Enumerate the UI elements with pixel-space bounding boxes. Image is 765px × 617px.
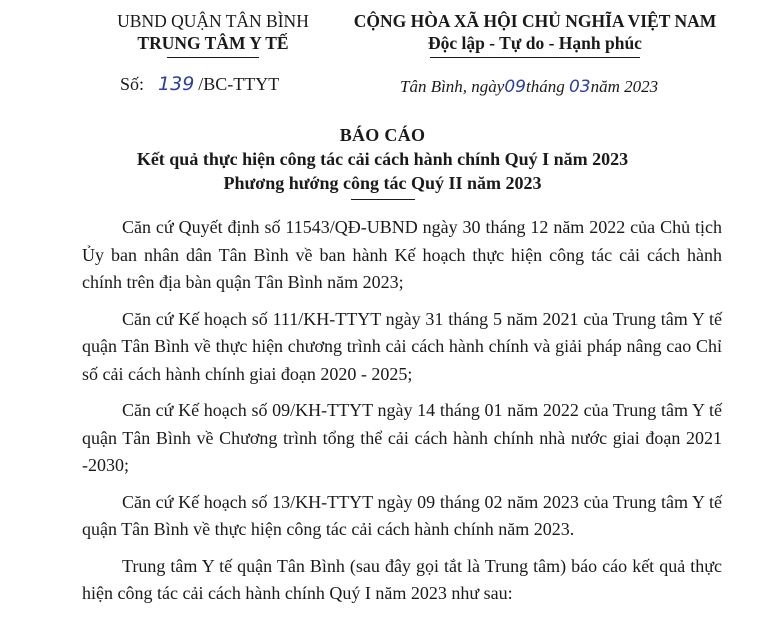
- doc-number-suffix: /BC-TTYT: [198, 74, 280, 94]
- document-number: [120, 72, 279, 96]
- motto-underline: [430, 57, 640, 58]
- report-subject-line-2: Phương hướng công tác Quý II năm 2023: [223, 173, 542, 193]
- doc-number-prefix: Số:: [120, 74, 145, 94]
- parent-organization: UBND QUẬN TÂN BÌNH: [117, 11, 309, 31]
- paragraph: Căn cứ Quyết định số 11543/QĐ-UBND ngày 30 tháng 12 năm 2022 của Chủ tịch Ủy ban nhân dân Tân Bình về ban hành Kế hoạch thực hiện công tác cải cách hành chính trên địa bàn quận Tân Bình năm 2023;: [82, 217, 722, 292]
- national-motto: Độc lập - Tự do - Hạnh phúc: [428, 33, 642, 53]
- place-date-line: [400, 76, 658, 98]
- report-body: [82, 214, 722, 617]
- doc-number-handwritten: 139: [158, 73, 195, 95]
- issuing-unit: TRUNG TÂM Y TẾ: [137, 33, 289, 53]
- month-handwritten: 03: [568, 77, 591, 97]
- national-heading-block: [345, 10, 725, 58]
- title-underline: [351, 199, 415, 200]
- month-label: tháng: [526, 77, 565, 96]
- national-title: CỘNG HÒA XÃ HỘI CHỦ NGHĨA VIỆT NAM: [353, 11, 717, 31]
- paragraph: Căn cứ Kế hoạch số 111/KH-TTYT ngày 31 tháng 5 năm 2021 của Trung tâm Y tế quận Tân Bình về thực hiện chương trình cải cách hành chính và giải pháp nâng cao Chỉ số cải cách hành chính giai đoạn 2020 - 2025;: [82, 308, 722, 384]
- place-label: Tân Bình, ngày: [400, 77, 505, 96]
- year-label: năm 2023: [590, 77, 659, 96]
- issuing-agency-block: [98, 10, 328, 58]
- report-type: BÁO CÁO: [339, 125, 426, 145]
- report-subject-line-1: Kết quả thực hiện công tác cải cách hành chính Quý I năm 2023: [136, 149, 629, 169]
- paragraph: Căn cứ Kế hoạch số 09/KH-TTYT ngày 14 tháng 01 năm 2022 của Trung tâm Y tế quận Tân Bình về Chương trình tổng thể cải cách hành chính nhà nước giai đoạn 2021 -2030;: [82, 400, 722, 475]
- paragraph: Căn cứ Kế hoạch số 13/KH-TTYT ngày 09 tháng 02 năm 2023 của Trung tâm Y tế quận Tân Bình về thực hiện công tác cải cách hành chính năm 2023.: [82, 491, 722, 539]
- paragraph: Trung tâm Y tế quận Tân Bình (sau đây gọi tắt là Trung tâm) báo cáo kết quả thực hiện công tác cải cách hành chính Quý I năm 2023 như sau:: [82, 555, 722, 603]
- report-title-block: [60, 124, 705, 200]
- agency-underline: [167, 57, 259, 58]
- day-handwritten: 09: [504, 77, 526, 97]
